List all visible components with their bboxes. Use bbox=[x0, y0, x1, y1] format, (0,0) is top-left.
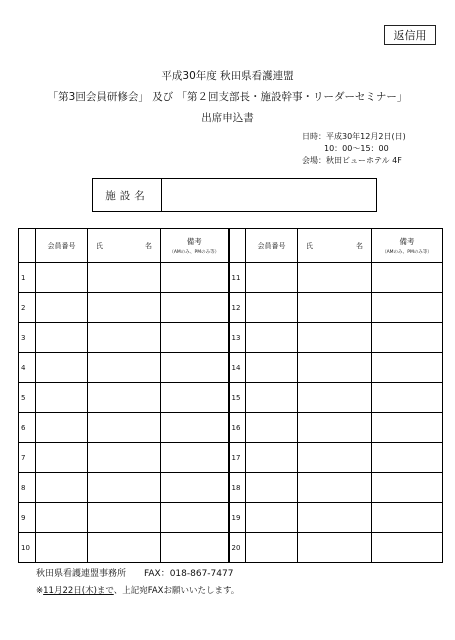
table-row bbox=[19, 383, 443, 413]
member-no-cell[interactable] bbox=[246, 353, 298, 383]
name-cell[interactable] bbox=[298, 353, 372, 383]
member-no-cell[interactable] bbox=[36, 413, 88, 443]
row-number: 5 bbox=[19, 383, 36, 413]
name-cell[interactable] bbox=[298, 473, 372, 503]
header-name-given: 名 bbox=[145, 241, 152, 250]
row-number: 14 bbox=[229, 353, 246, 383]
header-name-family: 氏 bbox=[96, 241, 103, 250]
notes-cell[interactable] bbox=[161, 293, 229, 323]
header-member-no: 会員番号 bbox=[246, 229, 298, 263]
member-no-cell[interactable] bbox=[246, 383, 298, 413]
member-no-cell[interactable] bbox=[246, 413, 298, 443]
member-no-cell[interactable] bbox=[246, 293, 298, 323]
name-cell[interactable] bbox=[298, 323, 372, 353]
table-row bbox=[19, 443, 443, 473]
facility-box bbox=[92, 178, 377, 212]
header-num-blank bbox=[229, 229, 246, 263]
name-cell[interactable] bbox=[88, 443, 161, 473]
row-number: 19 bbox=[229, 503, 246, 533]
name-cell[interactable] bbox=[88, 533, 161, 563]
attendee-table bbox=[18, 228, 443, 563]
header-notes-sub: （AMのみ、PMのみ等） bbox=[169, 250, 220, 255]
notes-cell[interactable] bbox=[372, 383, 443, 413]
name-cell[interactable] bbox=[88, 353, 161, 383]
event-date: 日時：平成30年12月2日(日) bbox=[302, 132, 406, 141]
notes-cell[interactable] bbox=[161, 263, 229, 293]
member-no-cell[interactable] bbox=[246, 263, 298, 293]
name-cell[interactable] bbox=[88, 413, 161, 443]
table-row bbox=[19, 353, 443, 383]
reply-badge: 返信用 bbox=[384, 25, 436, 45]
row-number: 2 bbox=[19, 293, 36, 323]
name-cell[interactable] bbox=[88, 503, 161, 533]
notes-cell[interactable] bbox=[372, 503, 443, 533]
notes-cell[interactable] bbox=[161, 503, 229, 533]
row-number: 6 bbox=[19, 413, 36, 443]
table-row bbox=[19, 323, 443, 353]
table-row bbox=[19, 473, 443, 503]
notes-cell[interactable] bbox=[161, 383, 229, 413]
notes-cell[interactable] bbox=[372, 413, 443, 443]
note-mark: ※ bbox=[36, 586, 44, 596]
header-notes-label: 備考 bbox=[186, 237, 202, 246]
facility-input[interactable] bbox=[162, 179, 376, 211]
member-no-cell[interactable] bbox=[246, 533, 298, 563]
member-no-cell[interactable] bbox=[36, 323, 88, 353]
deadline-note bbox=[36, 584, 239, 596]
table-row bbox=[19, 293, 443, 323]
name-cell[interactable] bbox=[88, 263, 161, 293]
name-cell[interactable] bbox=[88, 383, 161, 413]
row-number: 20 bbox=[229, 533, 246, 563]
member-no-cell[interactable] bbox=[36, 353, 88, 383]
header-notes bbox=[161, 229, 229, 263]
facility-label: 施設名 bbox=[93, 179, 162, 211]
notes-cell[interactable] bbox=[161, 443, 229, 473]
member-no-cell[interactable] bbox=[246, 503, 298, 533]
header-member-no: 会員番号 bbox=[36, 229, 88, 263]
name-cell[interactable] bbox=[298, 533, 372, 563]
fax-number: FAX：018-867-7477 bbox=[144, 569, 234, 579]
row-number: 9 bbox=[19, 503, 36, 533]
header-name-family: 氏 bbox=[306, 241, 313, 250]
notes-cell[interactable] bbox=[372, 473, 443, 503]
deadline-text: 、上記宛FAXお願いいたします。 bbox=[113, 586, 240, 596]
notes-cell[interactable] bbox=[161, 323, 229, 353]
notes-cell[interactable] bbox=[372, 323, 443, 353]
member-no-cell[interactable] bbox=[36, 503, 88, 533]
name-cell[interactable] bbox=[88, 293, 161, 323]
member-no-cell[interactable] bbox=[36, 293, 88, 323]
member-no-cell[interactable] bbox=[36, 533, 88, 563]
row-number: 8 bbox=[19, 473, 36, 503]
office-name: 秋田県看護連盟事務所 bbox=[36, 569, 127, 579]
member-no-cell[interactable] bbox=[36, 473, 88, 503]
name-cell[interactable] bbox=[88, 323, 161, 353]
notes-cell[interactable] bbox=[372, 293, 443, 323]
header-name-given: 名 bbox=[356, 241, 363, 250]
row-number: 13 bbox=[229, 323, 246, 353]
table-header-row bbox=[19, 229, 443, 263]
row-number: 12 bbox=[229, 293, 246, 323]
header-line-2: 「第3回会員研修会」 及び 「第２回支部長・施設幹事・リーダーセミナー」 bbox=[47, 91, 408, 103]
member-no-cell[interactable] bbox=[246, 443, 298, 473]
notes-cell[interactable] bbox=[372, 353, 443, 383]
notes-cell[interactable] bbox=[161, 353, 229, 383]
header-line-1: 平成30年度 秋田県看護連盟 bbox=[161, 70, 294, 82]
notes-cell[interactable] bbox=[372, 533, 443, 563]
header-name bbox=[298, 229, 372, 263]
event-venue: 会場：秋田ビューホテル 4F bbox=[302, 156, 402, 165]
name-cell[interactable] bbox=[88, 473, 161, 503]
row-number: 16 bbox=[229, 413, 246, 443]
row-number: 3 bbox=[19, 323, 36, 353]
notes-cell[interactable] bbox=[161, 413, 229, 443]
row-number: 17 bbox=[229, 443, 246, 473]
table-row bbox=[19, 413, 443, 443]
row-number: 4 bbox=[19, 353, 36, 383]
name-cell[interactable] bbox=[298, 383, 372, 413]
header-notes bbox=[372, 229, 443, 263]
notes-cell[interactable] bbox=[372, 443, 443, 473]
deadline-date: 11月22日(木)まで bbox=[43, 586, 114, 596]
row-number: 10 bbox=[19, 533, 36, 563]
row-number: 7 bbox=[19, 443, 36, 473]
member-no-cell[interactable] bbox=[246, 473, 298, 503]
table-row bbox=[19, 503, 443, 533]
notes-cell[interactable] bbox=[161, 533, 229, 563]
name-cell[interactable] bbox=[298, 503, 372, 533]
notes-cell[interactable] bbox=[161, 473, 229, 503]
member-no-cell[interactable] bbox=[246, 323, 298, 353]
event-time: 10：00〜15：00 bbox=[324, 144, 389, 153]
member-no-cell[interactable] bbox=[36, 383, 88, 413]
name-cell[interactable] bbox=[298, 443, 372, 473]
header-notes-sub: （AMのみ、PMのみ等） bbox=[382, 250, 432, 255]
header-num-blank bbox=[19, 229, 36, 263]
header-line-3: 出席申込書 bbox=[201, 112, 254, 124]
footer-contact bbox=[36, 566, 233, 579]
row-number: 15 bbox=[229, 383, 246, 413]
name-cell[interactable] bbox=[298, 413, 372, 443]
member-no-cell[interactable] bbox=[36, 443, 88, 473]
table-row bbox=[19, 533, 443, 563]
header-name bbox=[88, 229, 161, 263]
notes-cell[interactable] bbox=[372, 263, 443, 293]
row-number: 11 bbox=[229, 263, 246, 293]
row-number: 1 bbox=[19, 263, 36, 293]
name-cell[interactable] bbox=[298, 293, 372, 323]
member-no-cell[interactable] bbox=[36, 263, 88, 293]
row-number: 18 bbox=[229, 473, 246, 503]
name-cell[interactable] bbox=[298, 263, 372, 293]
table-row bbox=[19, 263, 443, 293]
header-notes-label: 備考 bbox=[399, 237, 415, 246]
